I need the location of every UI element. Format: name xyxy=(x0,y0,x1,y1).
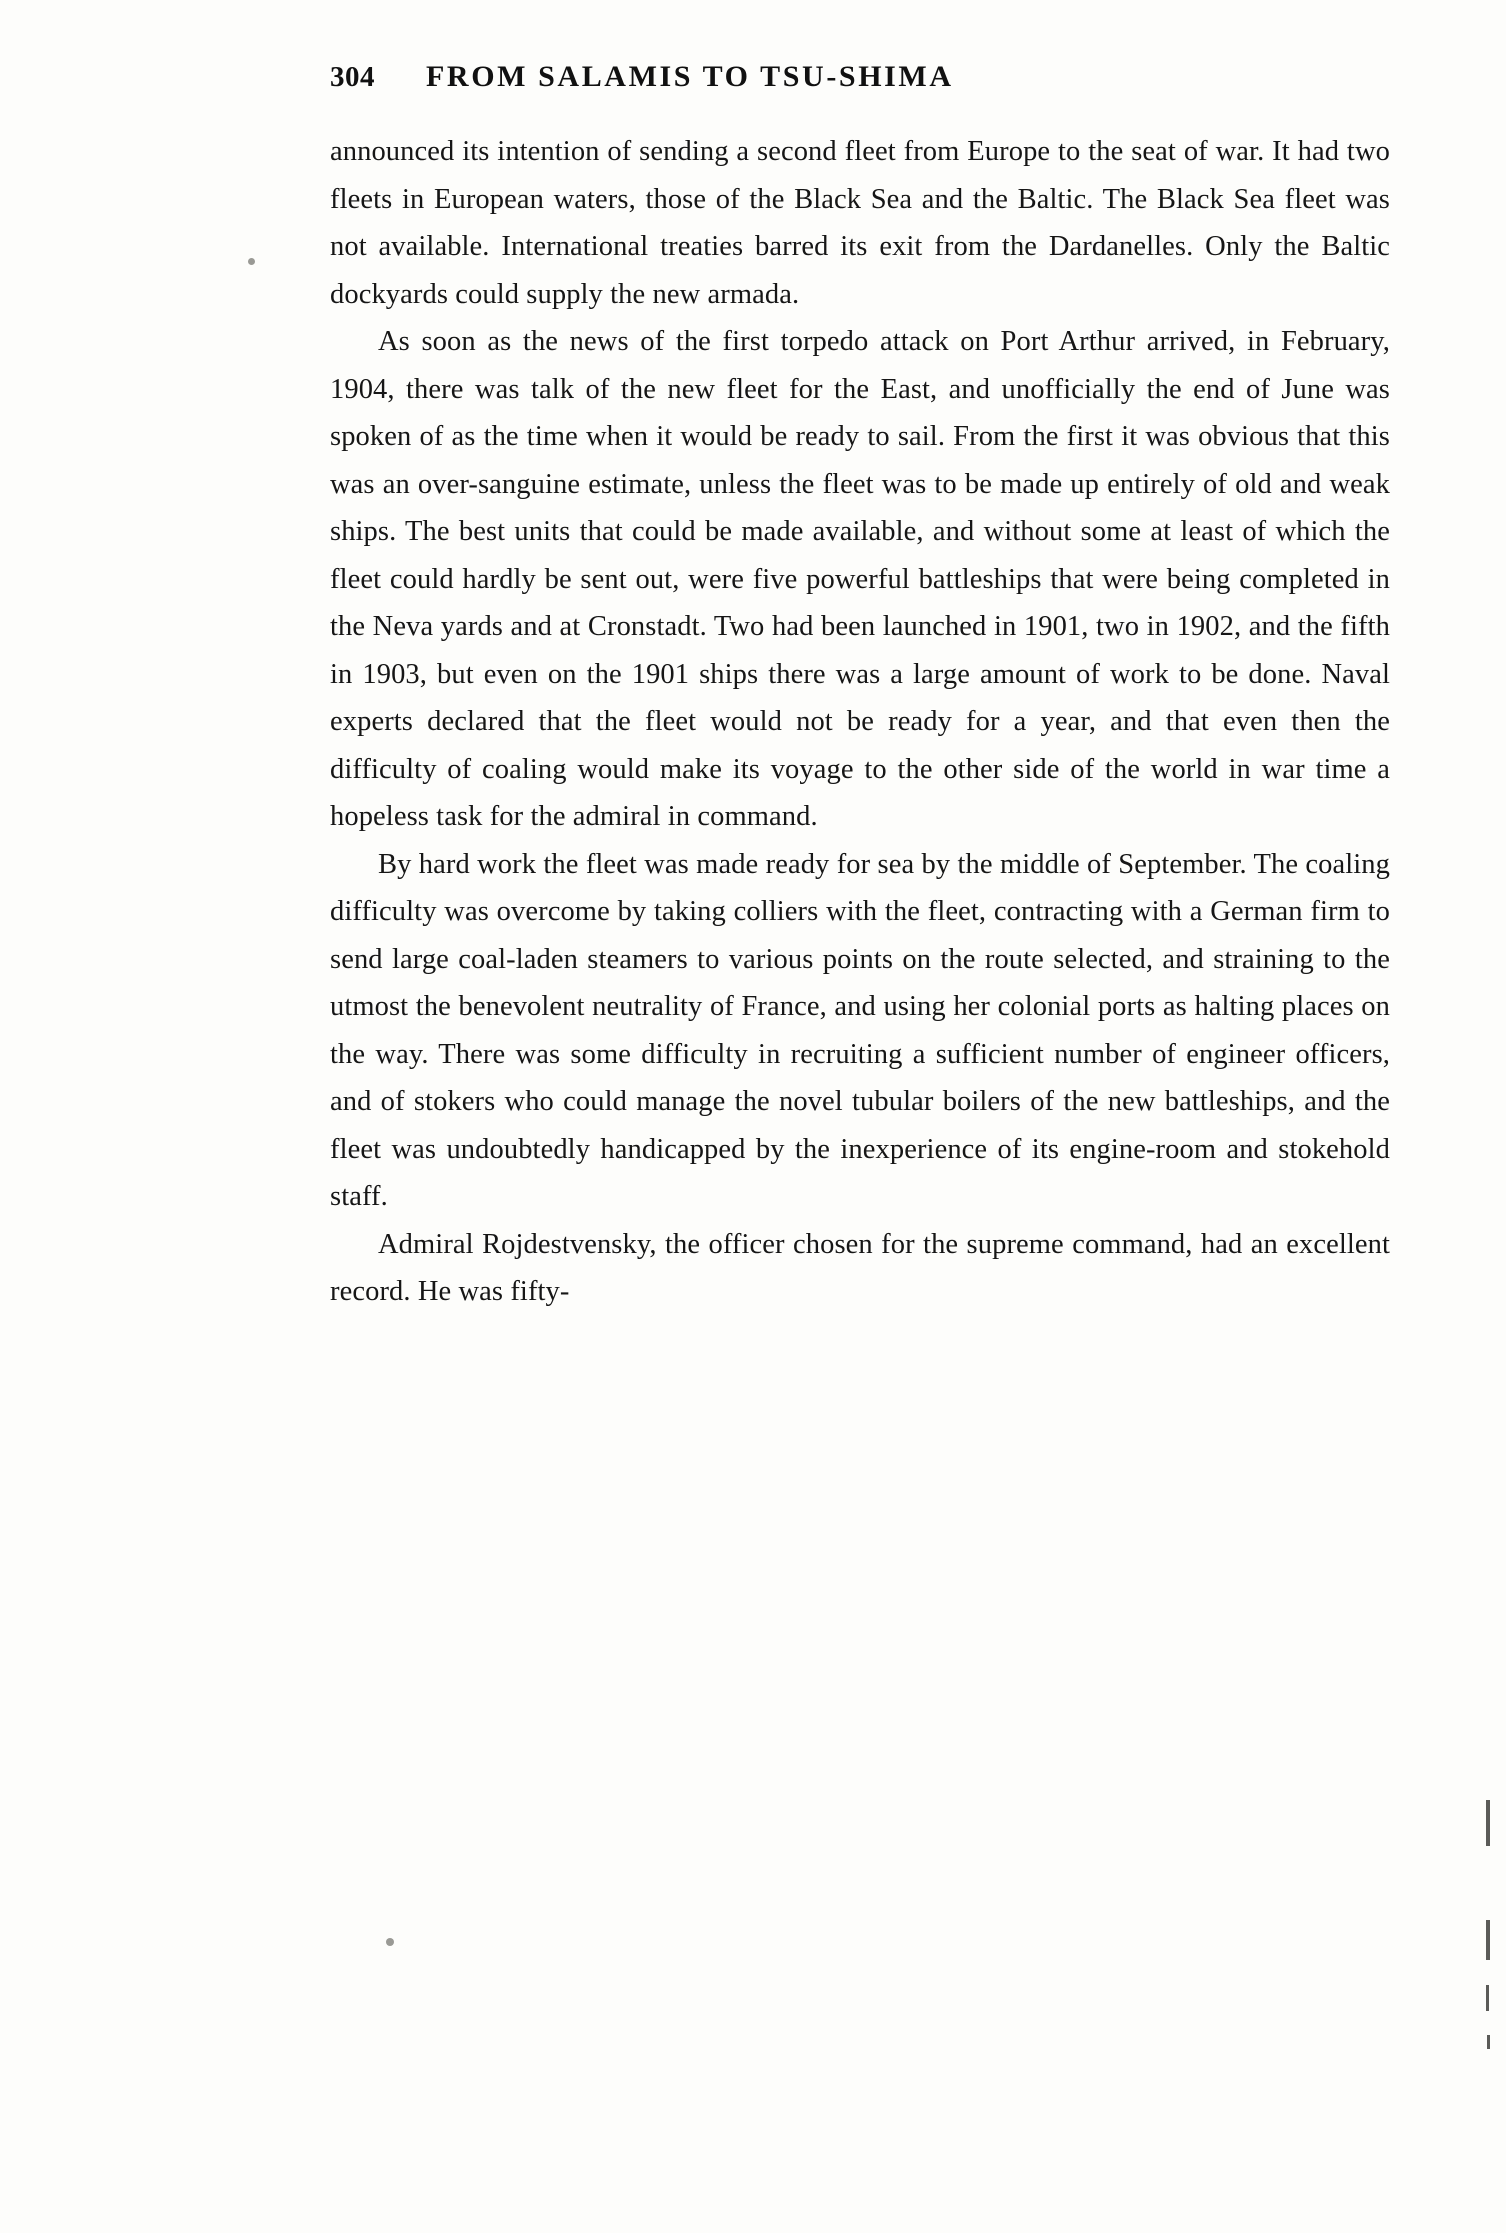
page-edge-mark xyxy=(1486,1985,1489,2011)
body-text xyxy=(330,128,1390,1316)
page-number: 304 xyxy=(330,61,375,93)
page-edge-mark xyxy=(1486,1800,1490,1846)
running-head: FROM SALAMIS TO TSU-SHIMA xyxy=(426,60,954,93)
paragraph: As soon as the news of the first torpedo attack on Port Arthur arrived, in February, 1904, there was talk of the new fleet for the East, and unofficially the end of June was spoken of as the time when it would be ready to sail. From the first it was obvious that this was an over-sanguine estimate, unless the fleet was to be made up entirely of old and weak ships. The best units that could be made available, and without some at least of which the fleet could hardly be sent out, were five powerful battleships that were being completed in the Neva yards and at Cronstadt. Two had been launched in 1901, two in 1902, and the fifth in 1903, but even on the 1901 ships there was a large amount of work to be done. Naval experts declared that the fleet would not be ready for a year, and that even then the difficulty of coaling would make its voyage to the other side of the world in war time a hopeless task for the admiral in command. xyxy=(330,326,1390,832)
page-edge-mark xyxy=(1486,1920,1490,1960)
paragraph: announced its intention of sending a second fleet from Europe to the seat of war. It had two fleets in European waters, those of the Black Sea and the Baltic. The Black Sea fleet was not available. International treaties barred its exit from the Dardanelles. Only the Baltic dockyards could supply the new armada. xyxy=(330,136,1390,310)
page-header xyxy=(330,60,1420,94)
page-edge-mark xyxy=(1487,2035,1490,2049)
paragraph: Admiral Rojdestvensky, the officer chosen for the supreme command, had an excellent record. He was fifty- xyxy=(330,1228,1390,1307)
paragraph: By hard work the fleet was made ready for sea by the middle of September. The coaling difficulty was overcome by taking colliers with the fleet, contracting with a German firm to send large coal-laden steamers to various points on the route selected, and straining to the utmost the benevolent neutrality of France, and using her colonial ports as halting places on the way. There was some difficulty in recruiting a sufficient number of engineer officers, and of stokers who could manage the novel tubular boilers of the new battleships, and the fleet was undoubtedly handicapped by the inexperience of its engine-room and stokehold staff. xyxy=(330,848,1390,1212)
page-content xyxy=(330,60,1420,1316)
scan-speck xyxy=(386,1938,394,1946)
scan-speck xyxy=(248,258,255,265)
